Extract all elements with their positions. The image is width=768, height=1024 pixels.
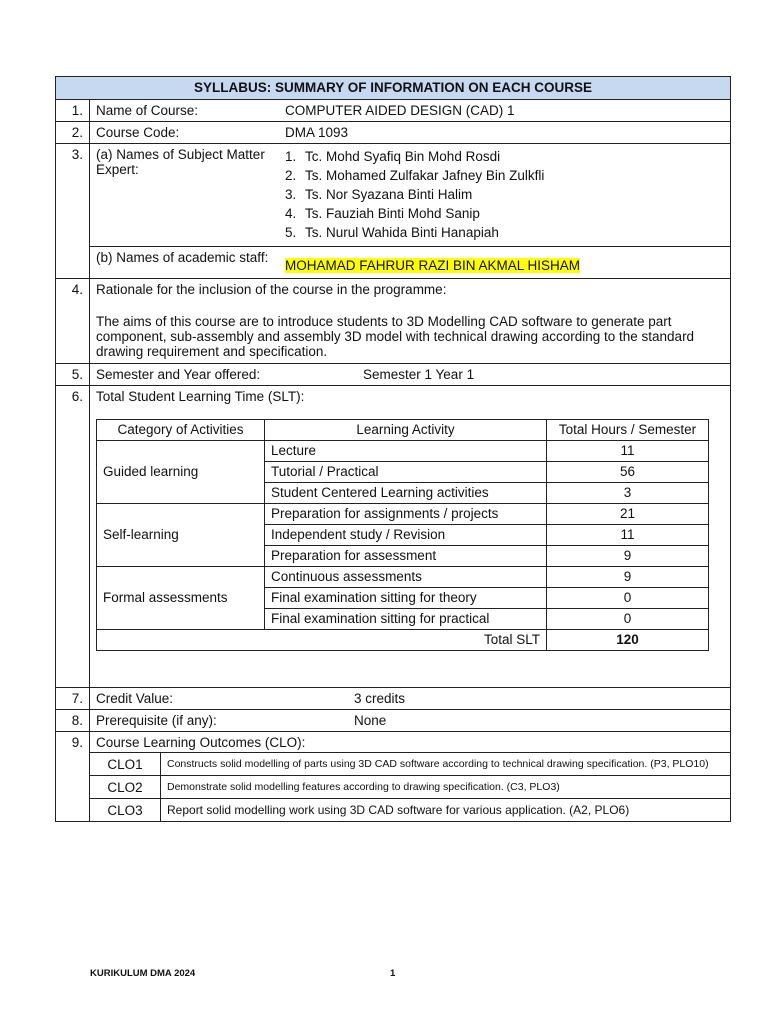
row-course-name: [56, 100, 731, 122]
activity-cell: Lecture: [265, 441, 547, 462]
row-academic-staff: [56, 247, 731, 279]
prerequisite-label: Prerequisite (if any):: [96, 713, 217, 728]
row-slt: [56, 386, 731, 688]
clo-code: CLO1: [90, 753, 161, 776]
hours-cell: 0: [547, 609, 709, 630]
hours-cell: 3: [547, 483, 709, 504]
category-cell: Guided learning: [97, 441, 265, 504]
sme-list: [285, 147, 724, 242]
hours-cell: 11: [547, 441, 709, 462]
list-item: 4. Ts. Fauziah Binti Mohd Sanip: [285, 206, 480, 221]
clo-description: Report solid modelling work using 3D CAD software for various application. (A2, PLO6): [161, 799, 731, 822]
row-number: 7.: [56, 688, 90, 710]
activity-cell: Tutorial / Practical: [265, 462, 547, 483]
category-cell: Self-learning: [97, 504, 265, 567]
table-row: [97, 567, 709, 588]
hours-cell: 9: [547, 567, 709, 588]
column-header: Learning Activity: [265, 420, 547, 441]
clo-description: Demonstrate solid modelling features according to drawing specification. (C3, PLO3): [161, 776, 731, 799]
list-item: 3. Ts. Nor Syazana Binti Halim: [285, 187, 473, 202]
slt-title: Total Student Learning Time (SLT):: [96, 389, 305, 404]
syllabus-header: SYLLABUS: SUMMARY OF INFORMATION ON EACH COURSE: [56, 77, 731, 100]
list-item: 2. Ts. Mohamed Zulfakar Jafney Bin Zulkfli: [285, 168, 545, 183]
table-row: [90, 753, 730, 776]
semester-value: Semester 1 Year 1: [363, 367, 475, 382]
row-number: 2.: [56, 122, 90, 144]
syllabus-table: [55, 76, 731, 822]
total-value: 120: [547, 630, 709, 651]
column-header: Category of Activities: [97, 420, 265, 441]
row-clo: [56, 732, 731, 753]
page-number: 1: [390, 968, 396, 979]
sme-label: (a) Names of Subject Matter Expert:: [96, 147, 265, 177]
row-clo-items: [56, 753, 731, 822]
total-row: [97, 630, 709, 651]
row-number: 5.: [56, 364, 90, 386]
slt-table: [96, 419, 709, 651]
hours-cell: 11: [547, 525, 709, 546]
course-code-label: Course Code:: [96, 125, 180, 140]
clo-code: CLO2: [90, 776, 161, 799]
academic-staff-value: MOHAMAD FAHRUR RAZI BIN AKMAL HISHAM: [285, 258, 581, 273]
row-sme: [56, 144, 731, 247]
total-label: Total SLT: [97, 630, 547, 651]
row-number: 3.: [56, 144, 90, 279]
table-row: [97, 504, 709, 525]
activity-cell: Preparation for assignments / projects: [265, 504, 547, 525]
credit-label: Credit Value:: [96, 691, 174, 706]
activity-cell: Continuous assessments: [265, 567, 547, 588]
semester-label: Semester and Year offered:: [96, 367, 261, 382]
list-item: 1. Tc. Mohd Syafiq Bin Mohd Rosdi: [285, 149, 501, 164]
activity-cell: Final examination sitting for practical: [265, 609, 547, 630]
hours-cell: 9: [547, 546, 709, 567]
course-name-value: COMPUTER AIDED DESIGN (CAD) 1: [285, 103, 515, 118]
footer-curriculum: KURIKULUM DMA 2024: [90, 968, 196, 979]
course-code-value: DMA 1093: [285, 125, 349, 140]
row-prerequisite: [56, 710, 731, 732]
row-semester: [56, 364, 731, 386]
table-row: [97, 441, 709, 462]
rationale-title: Rationale for the inclusion of the course in the programme:: [96, 282, 447, 297]
activity-cell: Final examination sitting for theory: [265, 588, 547, 609]
clo-description: Constructs solid modelling of parts using 3D CAD software according to technical drawing specification. (P3, PLO10): [161, 753, 731, 776]
row-number: 4.: [56, 279, 90, 364]
list-item: 5. Ts. Nurul Wahida Binti Hanapiah: [285, 225, 499, 240]
row-credit: [56, 688, 731, 710]
column-header: Total Hours / Semester: [547, 420, 709, 441]
table-row: [90, 776, 730, 799]
activity-cell: Preparation for assessment: [265, 546, 547, 567]
clo-code: CLO3: [90, 799, 161, 822]
hours-cell: 0: [547, 588, 709, 609]
table-row: [90, 799, 730, 822]
table-header-row: [97, 420, 709, 441]
credit-value: 3 credits: [354, 691, 406, 706]
clo-table: [90, 753, 730, 821]
row-rationale: [56, 279, 731, 364]
clo-title: Course Learning Outcomes (CLO):: [96, 735, 306, 750]
category-cell: Formal assessments: [97, 567, 265, 630]
hours-cell: 56: [547, 462, 709, 483]
hours-cell: 21: [547, 504, 709, 525]
row-number: 9.: [56, 732, 90, 822]
activity-cell: Student Centered Learning activities: [265, 483, 547, 504]
row-number: 1.: [56, 100, 90, 122]
row-course-code: [56, 122, 731, 144]
row-number: 8.: [56, 710, 90, 732]
activity-cell: Independent study / Revision: [265, 525, 547, 546]
prerequisite-value: None: [354, 713, 387, 728]
rationale-body: The aims of this course are to introduce students to 3D Modelling CAD software to generate part component, sub-assembly and assembly 3D model with technical drawing according to the standard drawing requirement and specification.: [96, 314, 695, 359]
academic-staff-label: (b) Names of academic staff:: [96, 250, 269, 265]
row-number: 6.: [56, 386, 90, 688]
course-name-label: Name of Course:: [96, 103, 199, 118]
